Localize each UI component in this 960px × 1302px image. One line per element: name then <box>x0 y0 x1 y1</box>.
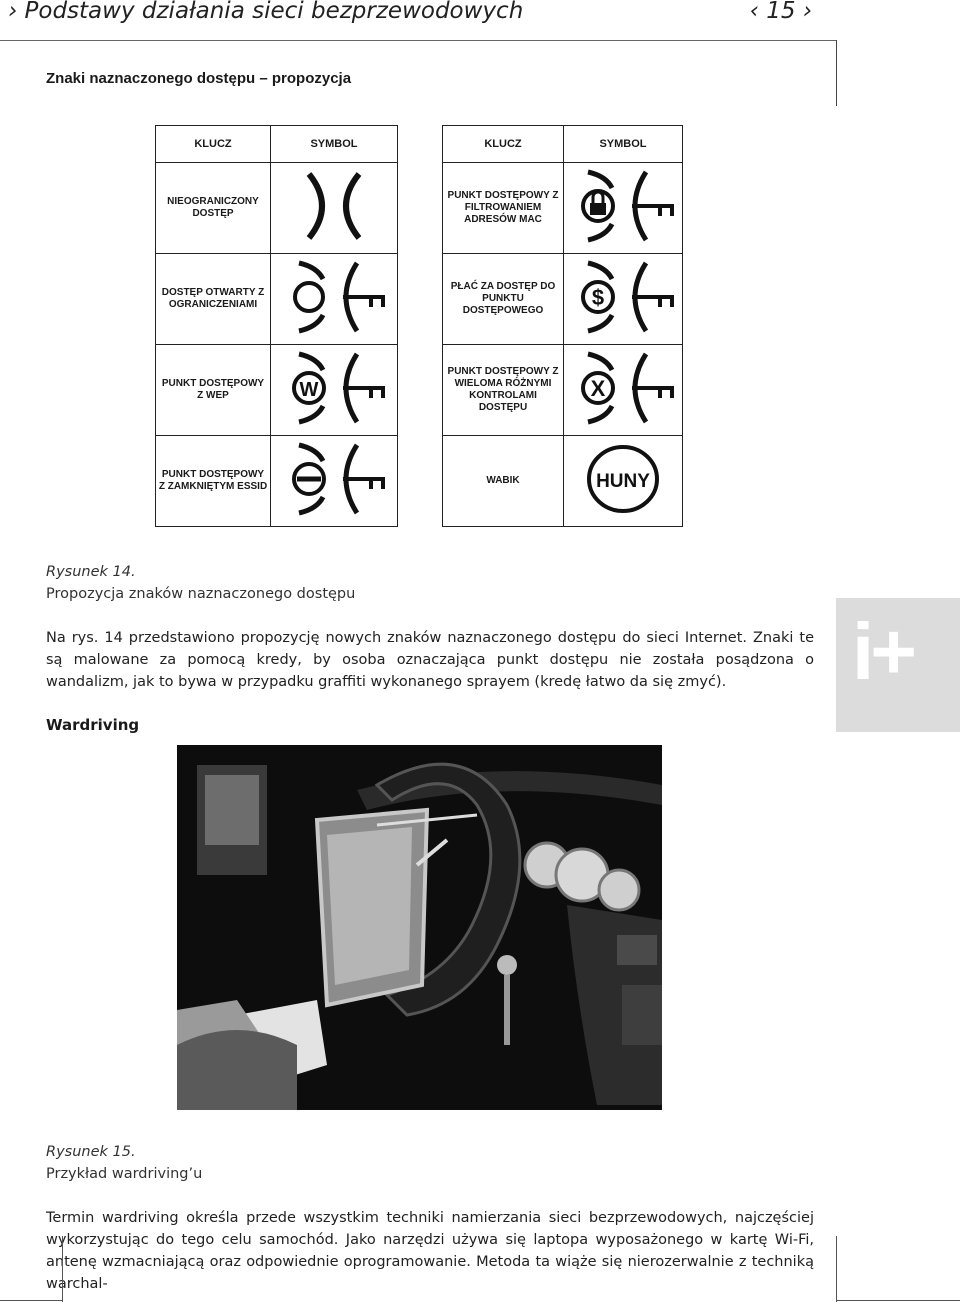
key-header: KLUCZ <box>443 126 564 163</box>
symbol-cell <box>271 254 398 345</box>
sign-table-right <box>442 125 683 527</box>
header-rule <box>0 40 836 41</box>
key-label: DOSTĘP OTWARTY Z OGRANICZENIAMI <box>156 254 271 345</box>
figure-14-caption <box>46 561 355 605</box>
symbol-cell <box>271 163 398 254</box>
key-label: PUNKT DOSTĘPOWY Z WEP <box>156 345 271 436</box>
paragraph-2: Termin wardriving określa przede wszystkim techniki namierzania sieci bezprzewodowych, najczęściej wykorzystując do tego celu samochód. Jako narzędzi używa się laptopa wyposażonego w kartę Wi-Fi, antenę wzmacniającą oraz odpowiednie oprogramowanie. Metoda ta wiąże się nierozerwalnie z techniką warchal- <box>46 1210 814 1292</box>
subsection-title: Wardriving <box>46 716 140 734</box>
padlock-node-key-icon <box>568 166 678 246</box>
header-crop-mark <box>836 40 837 106</box>
symbol-cell <box>564 163 683 254</box>
crop-mark <box>0 1300 62 1301</box>
symbol-cell <box>564 254 683 345</box>
running-header-title: › Podstawy działania sieci bezprzewodowych <box>8 0 524 24</box>
side-tab-label: i+ <box>852 607 913 696</box>
figure-number: Rysunek 15. <box>46 1144 136 1160</box>
symbol-header: SYMBOL <box>564 126 683 163</box>
circle-node-key-icon <box>279 257 389 337</box>
symbol-cell <box>564 436 683 527</box>
key-header: KLUCZ <box>156 126 271 163</box>
symbol-cell <box>564 345 683 436</box>
paragraph-1: Na rys. 14 przedstawiono propozycję nowych znaków naznaczonego dostępu do sieci Internet. Znaki te są malowane za pomocą kredy, by osoba oznaczająca punkt dostępu nie została posądzona o wandalizm, jak to bywa w przypadku graffiti wykonanego sprayem (kredę łatwo da się zmyć). <box>46 630 814 690</box>
dollar-node-key-icon <box>568 257 678 337</box>
symbol-cell <box>271 436 398 527</box>
symbol-header: SYMBOL <box>271 126 398 163</box>
crop-mark <box>62 1236 63 1302</box>
x-node-key-icon <box>568 348 678 428</box>
figure-title: Propozycja znaków naznaczonego dostępu <box>46 586 356 602</box>
honey-icon <box>568 439 678 519</box>
x-mark: X <box>590 376 606 401</box>
crop-mark <box>836 1236 837 1302</box>
figure-number: Rysunek 14. <box>46 564 136 580</box>
closed-essid-node-key-icon <box>279 439 389 519</box>
side-tab <box>836 598 960 732</box>
w-node-key-icon <box>279 348 389 428</box>
w-mark: W <box>299 379 319 401</box>
key-label: WABIK <box>443 436 564 527</box>
crop-mark <box>836 1300 960 1301</box>
key-label: PUNKT DOSTĘPOWY Z FILTROWANIEM ADRESÓW MAC <box>443 163 564 254</box>
key-label: PUNKT DOSTĘPOWY Z ZAMKNIĘTYM ESSID <box>156 436 271 527</box>
key-label: PUNKT DOSTĘPOWY Z WIELOMA RÓŻNYMI KONTROLAMI DOSTĘPU <box>443 345 564 436</box>
dollar-mark: $ <box>591 285 605 310</box>
key-label: PŁAĆ ZA DOSTĘP DO PUNKTU DOSTĘPOWEGO <box>443 254 564 345</box>
figure-title: Przykład wardriving’u <box>46 1166 203 1182</box>
open-node-icon <box>279 166 389 246</box>
symbol-cell <box>271 345 398 436</box>
wardriving-photo <box>177 745 662 1110</box>
section-title: Znaki naznaczonego dostępu – propozycja <box>46 70 352 87</box>
huny-mark: HUNY <box>596 471 650 492</box>
figure-15-caption <box>46 1141 202 1185</box>
page-number: ‹ 15 › <box>749 0 812 24</box>
key-label: NIEOGRANICZONY DOSTĘP <box>156 163 271 254</box>
sign-table-left <box>155 125 398 527</box>
